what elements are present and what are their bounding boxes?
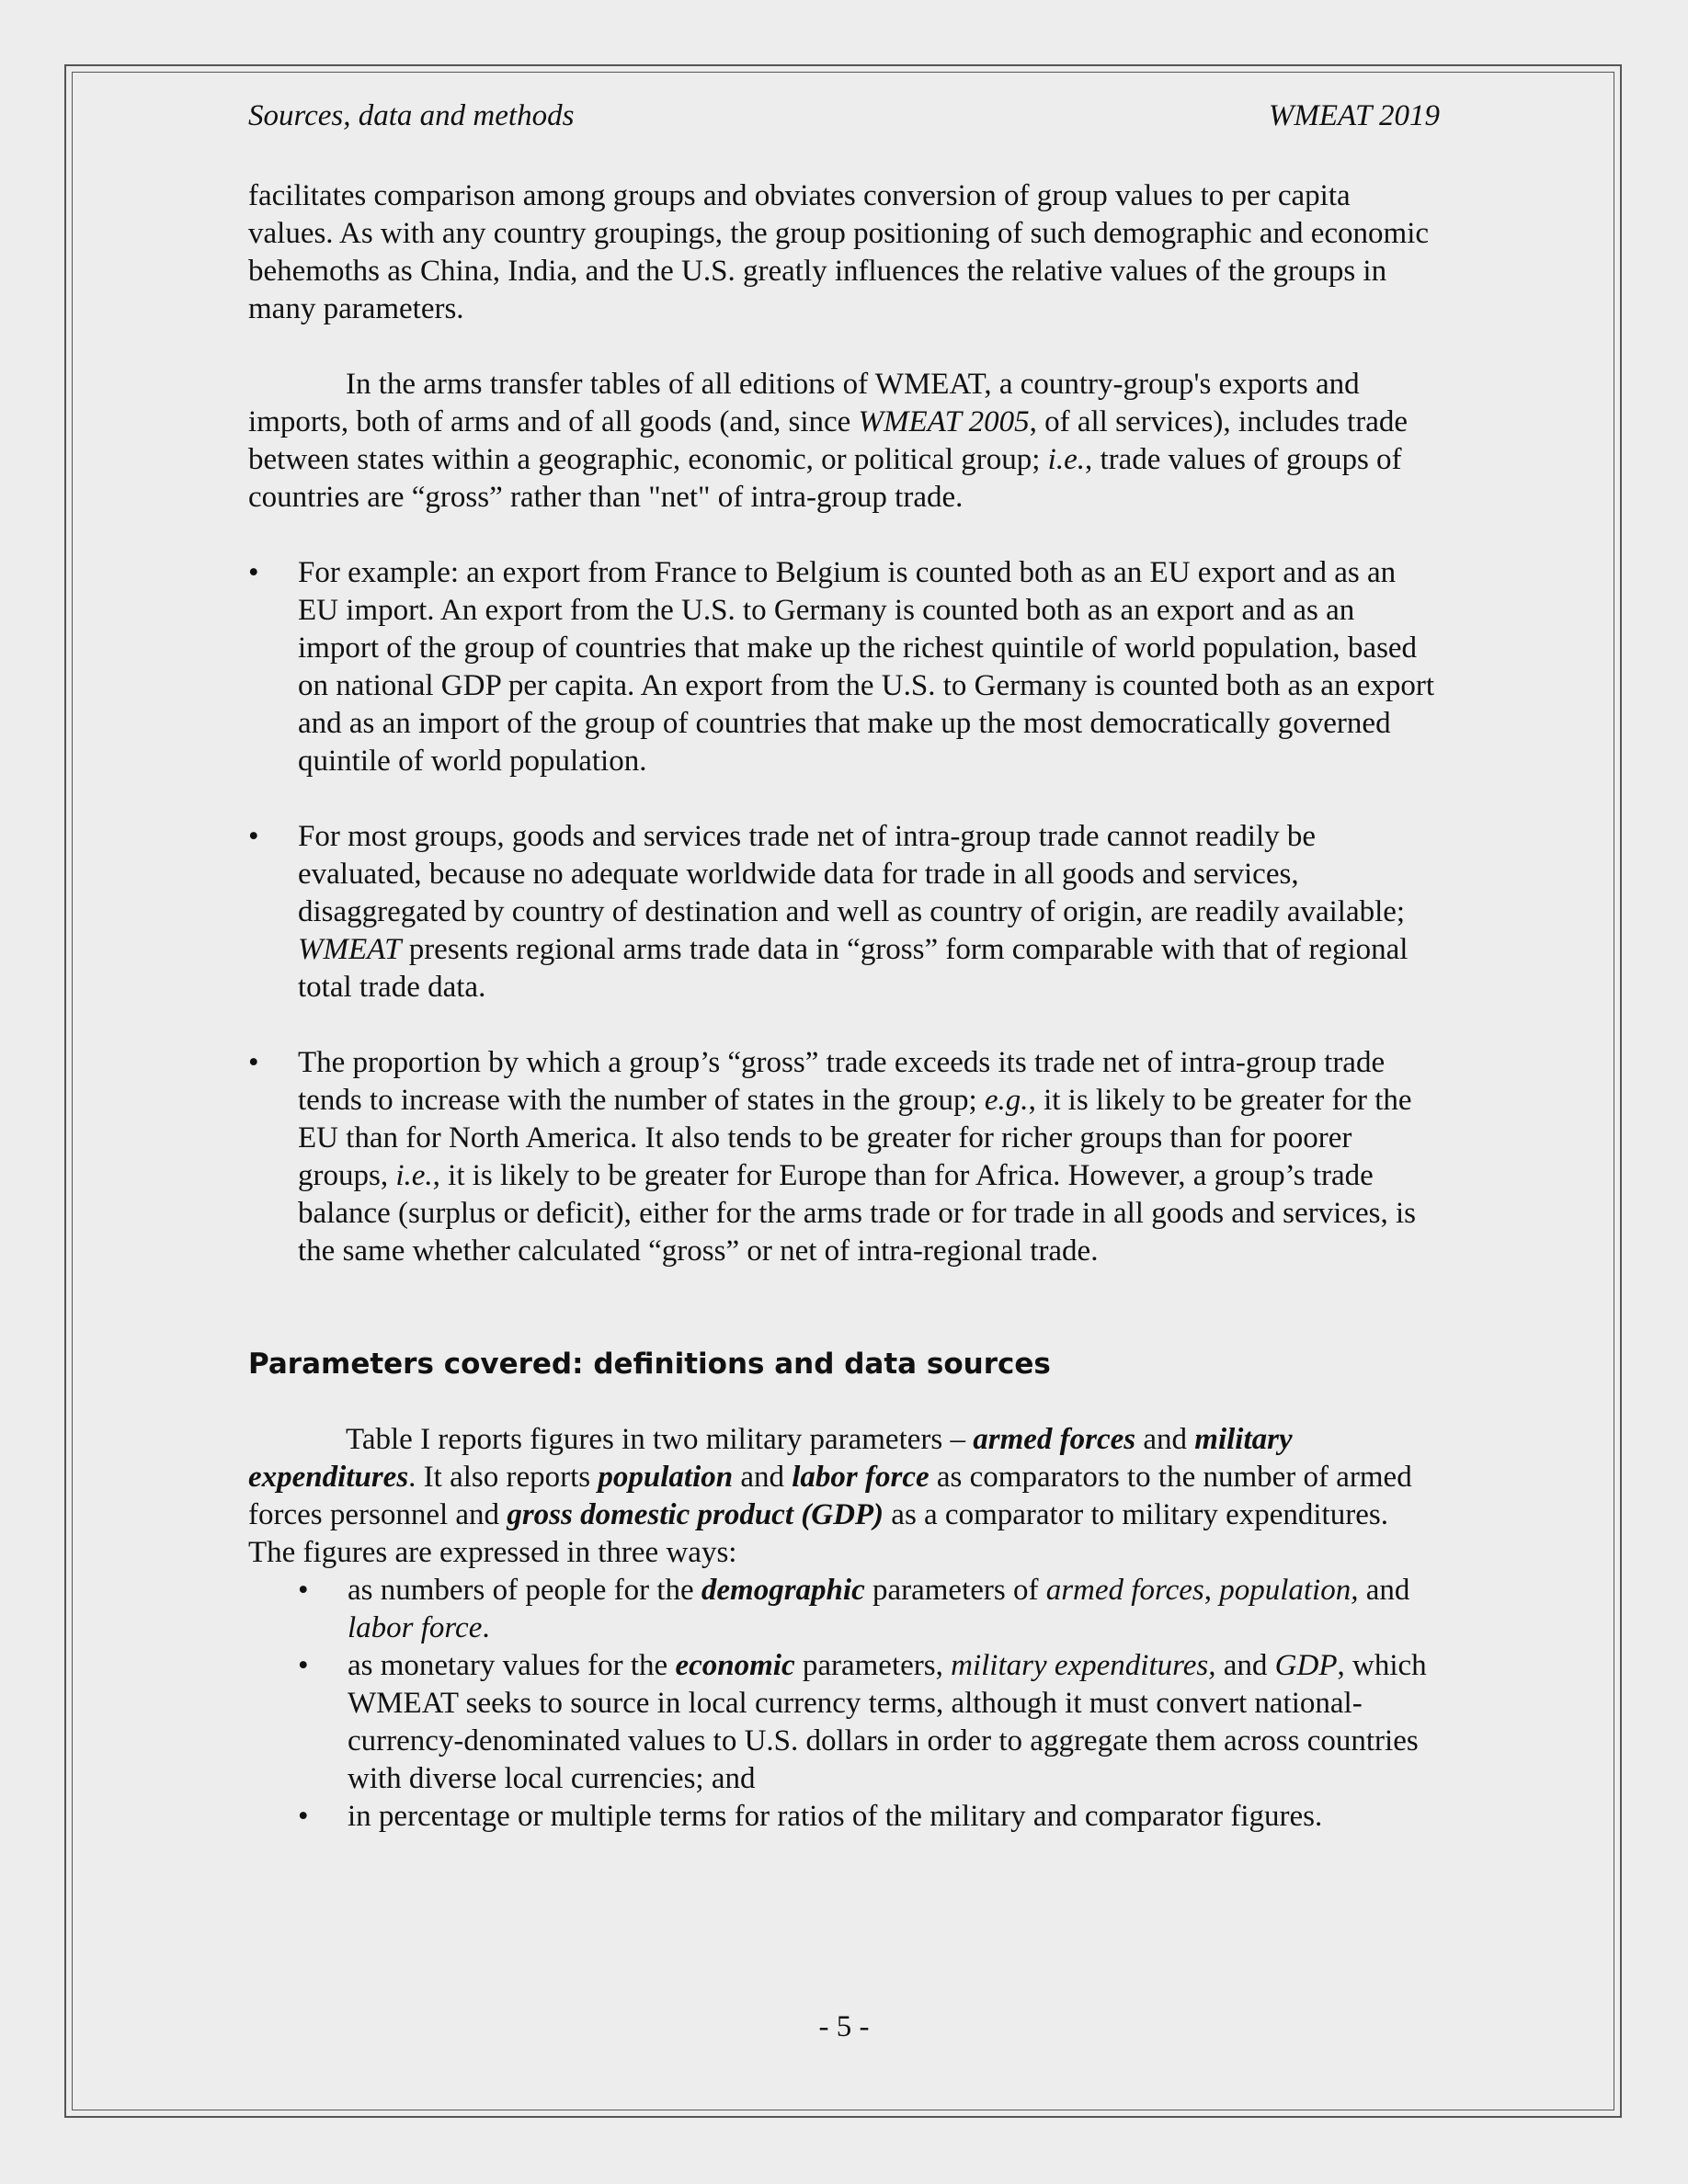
paragraph-continuation: facilitates comparison among groups and obviates conversion of group values to per capita values. As with any country groupings, the group positioning of such demographic and economic behemoths as China, India, and the U.S. greatly influences the relative values of the groups in many parameters. <box>248 179 1430 325</box>
bullet-list-expressions <box>248 1572 1440 1836</box>
list-item: • For example: an export from France to Belgium is counted both as an EU export and as an EU import. An export from the U.S. to Germany is counted both as an export and as an import of the group of countries that make up the richest quintile of world population, based on national GDP per capita. An export from the U.S. to Germany is counted both as an export and as an import of the group of countries that make up the most democratically governed quintile of world population. <box>248 554 1440 780</box>
header-publication-title: WMEAT 2019 <box>1268 99 1440 132</box>
list-item: • For most groups, goods and services trade net of intra-group trade cannot readily be evaluated, because no adequate worldwide data for trade in all goods and services, disaggregated by country of destination and well as country of origin, are readily available; WMEAT presents regional arms trade data in “gross” form comparable with that of regional total trade data. <box>248 818 1440 1007</box>
paragraph-arms-transfer: In the arms transfer tables of all editions of WMEAT, a country-group's exports and imports, both of arms and of all goods (and, since WMEAT 2005, of all services), includes trade between states within a geographic, economic, or political group; i.e., trade values of groups of countries are “gross” rather than "net" of intra-group trade. <box>248 368 1409 514</box>
bullet-list-trade <box>248 554 1440 1270</box>
list-item: • in percentage or multiple terms for ratios of the military and comparator figures. <box>298 1798 1440 1836</box>
paragraph-parameters: Table I reports figures in two military parameters – armed forces and military expenditures. It also reports population and labor force as comparators to the number of armed forces personnel and gross domestic product (GDP) as a comparator to military expenditures. The figures are expressed in three ways: <box>248 1423 1412 1569</box>
list-item: • The proportion by which a group’s “gross” trade exceeds its trade net of intra-group trade tends to increase with the number of states in the group; e.g., it is likely to be greater for the EU than for North America. It also tends to be greater for richer groups than for poorer groups, i.e., it is likely to be greater for Europe than for Africa. However, a group’s trade balance (surplus or deficit), either for the arms trade or for trade in all goods and services, is the same whether calculated “gross” or net of intra-regional trade. <box>248 1044 1440 1270</box>
document-page <box>248 97 1440 1836</box>
page-number: - 5 - <box>818 2010 870 2043</box>
list-item: • as numbers of people for the demographic parameters of armed forces, population, and labor force. <box>298 1572 1440 1647</box>
list-item: • as monetary values for the economic parameters, military expenditures, and GDP, which WMEAT seeks to source in local currency terms, although it must convert national-currency-denominated values to U.S. dollars in order to aggregate them across countries with diverse local currencies; and <box>298 1647 1440 1798</box>
section-heading: Parameters covered: definitions and data sources <box>248 1348 1051 1381</box>
header-section-title: Sources, data and methods <box>248 99 575 132</box>
running-header <box>248 97 1440 135</box>
